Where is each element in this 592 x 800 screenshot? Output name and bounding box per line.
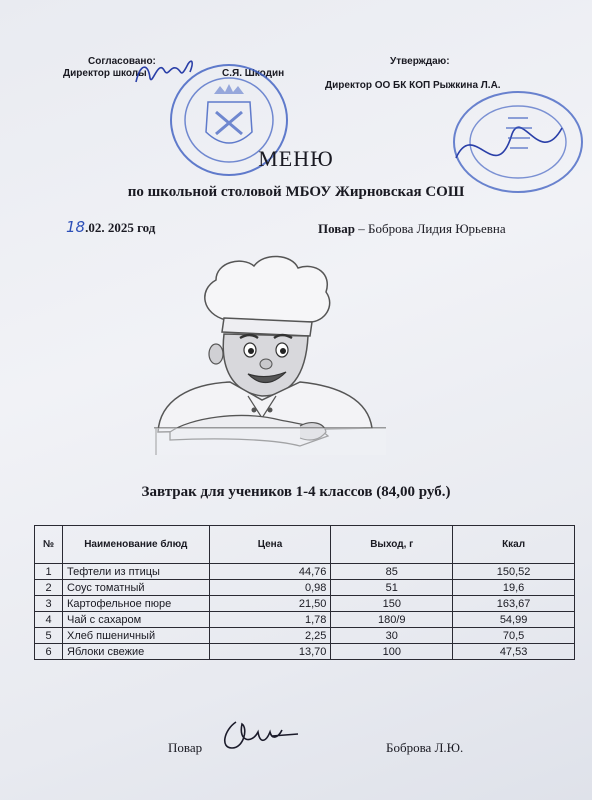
header-output: Выход, г [331, 526, 453, 564]
row-number: 1 [35, 564, 63, 580]
header-price: Цена [209, 526, 331, 564]
row-dish: Соус томатный [63, 580, 210, 596]
header-number: № [35, 526, 63, 564]
cook-line [318, 221, 506, 237]
row-dish: Чай с сахаром [63, 612, 210, 628]
row-output: 180/9 [331, 612, 453, 628]
row-kcal: 54,99 [453, 612, 575, 628]
approved-label: Согласовано: [88, 56, 156, 67]
row-output: 30 [331, 628, 453, 644]
table-row [35, 564, 575, 580]
row-dish: Хлеб пшеничный [63, 628, 210, 644]
meal-heading: Завтрак для учеников 1-4 классов (84,00 руб.) [141, 484, 451, 500]
header-dish: Наименование блюд [63, 526, 210, 564]
row-price: 13,70 [209, 644, 331, 660]
row-price: 21,50 [209, 596, 331, 612]
confirm-label: Утверждаю: [390, 56, 450, 67]
page-title: МЕНЮ [258, 146, 334, 171]
table-row [35, 580, 575, 596]
row-number: 5 [35, 628, 63, 644]
footer-cook-name: Боброва Л.Ю. [386, 740, 464, 755]
row-kcal: 150,52 [453, 564, 575, 580]
date-day-handwritten: 18 [66, 218, 86, 236]
table-row [35, 612, 575, 628]
row-output: 85 [331, 564, 453, 580]
row-output: 100 [331, 644, 453, 660]
header-kcal: Ккал [453, 526, 575, 564]
chef-illustration [150, 250, 386, 455]
row-number: 2 [35, 580, 63, 596]
row-number: 4 [35, 612, 63, 628]
row-output: 51 [331, 580, 453, 596]
organization-stamp [448, 88, 584, 196]
row-price: 44,76 [209, 564, 331, 580]
row-dish: Яблоки свежие [63, 644, 210, 660]
table-row [35, 644, 575, 660]
row-dish: Тефтели из птицы [63, 564, 210, 580]
table-row [35, 596, 575, 612]
cook-dash: – [355, 221, 369, 236]
row-price: 1,78 [209, 612, 331, 628]
cook-label: Повар [318, 221, 356, 236]
menu-table [34, 525, 575, 660]
row-number: 6 [35, 644, 63, 660]
row-kcal: 70,5 [453, 628, 575, 644]
date-month-year: .02. 2025 год [85, 220, 156, 235]
row-price: 0,98 [209, 580, 331, 596]
cook-name: Боброва Лидия Юрьевна [368, 221, 506, 236]
menu-date [66, 218, 155, 236]
table-header-row [35, 526, 575, 564]
row-price: 2,25 [209, 628, 331, 644]
confirm-line: Директор ОО БК КОП Рыжкина Л.А. [325, 80, 501, 91]
footer-cook-label: Повар [168, 740, 203, 755]
row-kcal: 19,6 [453, 580, 575, 596]
director-signature [130, 52, 200, 94]
approved-role: Директор школы [63, 68, 147, 79]
row-kcal: 163,67 [453, 596, 575, 612]
cook-signature [218, 714, 302, 758]
page-subtitle: по школьной столовой МБОУ Жирновская СОШ [127, 184, 465, 200]
row-output: 150 [331, 596, 453, 612]
table-row [35, 628, 575, 644]
approved-name: С.Я. Шкодин [222, 68, 285, 79]
row-kcal: 47,53 [453, 644, 575, 660]
row-number: 3 [35, 596, 63, 612]
row-dish: Картофельное пюре [63, 596, 210, 612]
